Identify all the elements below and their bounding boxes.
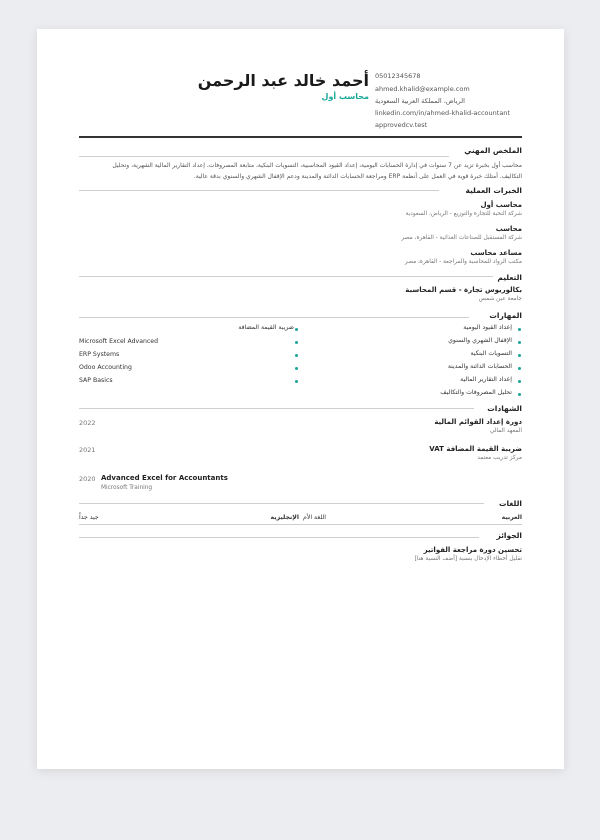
skill-item: الحسابات الدائنة والمدينة	[447, 363, 512, 370]
education-school: جامعة عين شمس	[478, 296, 522, 302]
contact-phone: 05012345678	[375, 72, 421, 80]
skill-item-en-1: Microsoft Excel Advanced	[79, 338, 159, 345]
language-arabic: العربية	[501, 514, 522, 521]
experience-title: الخبرات العملية	[465, 186, 522, 195]
cert-title-3: Advanced Excel for Accountants	[101, 474, 228, 482]
contact-location: الرياض، المملكة العربية السعودية	[375, 97, 465, 105]
bullet-dot	[518, 341, 521, 344]
cert-org-3: Microsoft Training	[101, 485, 153, 491]
header-divider	[79, 136, 522, 138]
contact-website[interactable]: approvedcv.test	[375, 121, 428, 129]
summary-divider	[79, 156, 449, 157]
languages-divider	[79, 503, 484, 504]
job-title-2: محاسب	[495, 225, 522, 233]
certificates-title: الشهادات	[487, 404, 522, 413]
cert-year-3: 2020	[79, 475, 96, 483]
job-company-2: شركة المستقبل للصناعات الغذائية - القاهرة، مصر	[401, 235, 522, 241]
languages-title: اللغات	[498, 499, 522, 508]
awards-divider	[79, 537, 479, 538]
cert-year-1: 2022	[79, 419, 96, 427]
candidate-role: محاسب أول	[321, 92, 369, 101]
skill-item: ضريبة القيمة المضافة	[238, 324, 294, 331]
education-title: التعليم	[493, 273, 522, 282]
skill-item: الإقفال الشهري والسنوي	[448, 337, 512, 344]
job-company-1: شركة النخبة للتجارة والتوزيع - الرياض، السعودية	[405, 211, 522, 217]
candidate-name: أحمد خالد عبد الرحمن	[197, 71, 369, 90]
contact-email[interactable]: ahmed.khalid@example.com	[375, 85, 470, 93]
bullet-dot	[295, 328, 298, 331]
bullet-dot	[518, 393, 521, 396]
skill-item-en-2: ERP Systems	[79, 351, 120, 358]
bullet-dot	[295, 367, 298, 370]
skill-item: التسويات البنكية	[470, 350, 512, 357]
skill-item: تحليل المصروفات والتكاليف	[440, 389, 512, 396]
summary-title: الملخص المهني	[464, 146, 522, 155]
summary-line-1: محاسب أول بخبرة تزيد عن 7 سنوات في إدارة الحسابات اليومية، إعداد القيود المحاسبية، التسويات البنكية، متابعة المصروفات، إعداد التقارير المالية الشهرية، وتحليل	[112, 162, 522, 169]
job-title-3: مساعد محاسب	[470, 249, 522, 257]
skills-title: المهارات	[489, 311, 522, 320]
language-english-level: جيد جداً	[79, 514, 99, 521]
bullet-dot	[518, 354, 521, 357]
cert-year-2: 2021	[79, 446, 96, 454]
cert-title-2: ضريبة القيمة المضافة VAT	[429, 445, 522, 453]
skill-item: إعداد القيود اليومية	[463, 324, 512, 331]
languages-row-divider	[79, 524, 522, 525]
job-title-1: محاسب أول	[480, 201, 522, 209]
cert-org-1: المعهد المالي	[489, 428, 522, 434]
skills-divider	[79, 317, 469, 318]
bullet-dot	[295, 354, 298, 357]
skill-item-en-4: SAP Basics	[79, 377, 113, 384]
cert-org-2: مركز تدريب معتمد	[477, 455, 522, 461]
job-company-3: مكتب الرواد للمحاسبة والمراجعة - القاهرة، مصر	[404, 259, 522, 265]
contact-linkedin[interactable]: linkedin.com/in/ahmed-khalid-accountant	[375, 109, 510, 117]
education-degree: بكالوريوس تجارة - قسم المحاسبة	[405, 286, 522, 294]
cert-title-1: دورة إعداد القوائم المالية	[434, 418, 522, 426]
bullet-dot	[295, 341, 298, 344]
bullet-dot	[518, 367, 521, 370]
skill-item-en-3: Odoo Accounting	[79, 364, 132, 371]
bullet-dot	[518, 380, 521, 383]
award-title: تحسين دورة مراجعة الفواتير	[423, 546, 522, 554]
bullet-dot	[518, 328, 521, 331]
summary-line-2: التكاليف. أمتلك خبرة قوية في العمل على أنظمة ERP ومراجعة الحسابات الدائنة والمدينة ودعم الإقفال الشهري والسنوي بدقة عالية.	[193, 173, 522, 180]
section-divider	[79, 276, 522, 277]
language-english: الإنجليزية	[270, 514, 299, 521]
resume-page	[37, 29, 564, 769]
skill-item: إعداد التقارير المالية	[460, 376, 512, 383]
experience-divider	[79, 190, 439, 191]
award-description: تقليل أخطاء الإدخال بنسبة [أضف النسبة هنا]	[414, 556, 522, 562]
certificates-divider	[79, 408, 474, 409]
awards-title: الجوائز	[496, 531, 522, 540]
bullet-dot	[295, 380, 298, 383]
language-arabic-level: اللغة الأم	[302, 514, 326, 521]
